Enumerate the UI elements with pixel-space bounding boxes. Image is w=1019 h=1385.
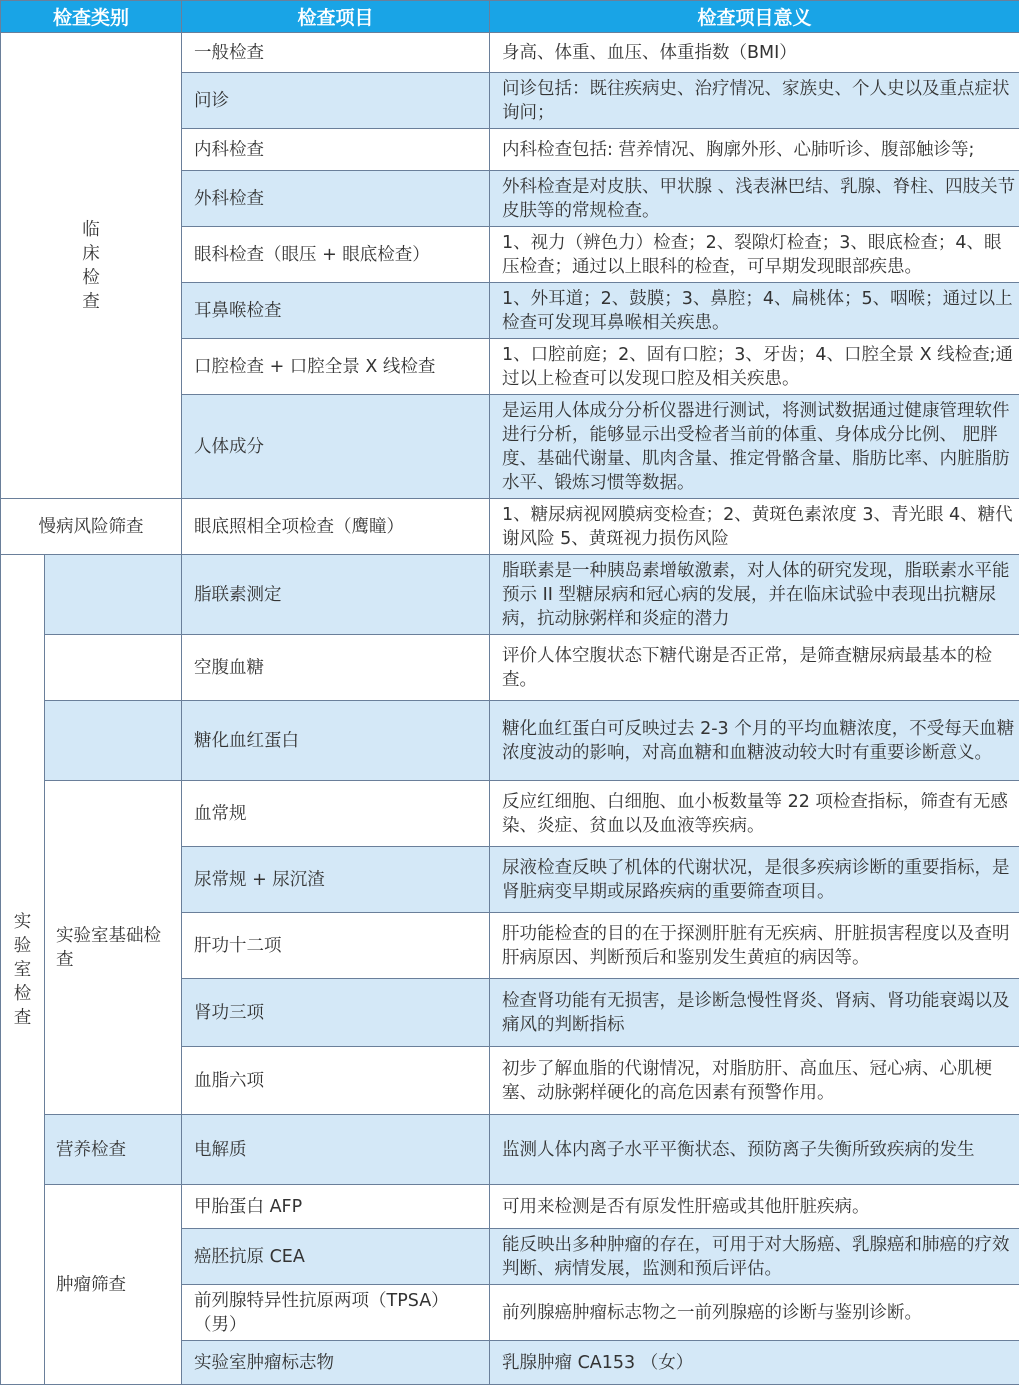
row-item: 耳鼻喉检查 — [182, 283, 490, 339]
row-desc: 1、口腔前庭；2、固有口腔；3、牙齿；4、口腔全景 X 线检查;通过以上检查可以发现口腔及相关疾患。 — [490, 339, 1019, 395]
header-meaning: 检查项目意义 — [490, 1, 1019, 33]
row-item: 肝功十二项 — [182, 913, 490, 979]
row-desc: 肝功能检查的目的在于探测肝脏有无疾病、肝脏损害程度以及查明肝病原因、判断预后和鉴别发生黄疸的病因等。 — [490, 913, 1019, 979]
row-desc: 可用来检测是否有原发性肝癌或其他肝脏疾病。 — [490, 1185, 1019, 1229]
table-row — [1, 1115, 1019, 1185]
row-desc: 反应红细胞、白细胞、血小板数量等 22 项检查指标，筛查有无感染、炎症、贫血以及血液等疾病。 — [490, 781, 1019, 847]
row-desc: 乳腺肿瘤 CA153 （女） — [490, 1341, 1019, 1385]
row-desc: 1、视力（辨色力）检查；2、裂隙灯检查；3、眼底检查；4、眼压检查；通过以上眼科的检查，可早期发现眼部疾患。 — [490, 227, 1019, 283]
row-item: 实验室肿瘤标志物 — [182, 1341, 490, 1385]
row-item: 口腔检查 + 口腔全景 X 线检查 — [182, 339, 490, 395]
row-desc: 1、外耳道；2、鼓膜；3、鼻腔；4、扁桃体；5、咽喉；通过以上检查可发现耳鼻喉相关疾患。 — [490, 283, 1019, 339]
table-row — [1, 499, 1019, 555]
row-desc: 初步了解血脂的代谢情况，对脂肪肝、高血压、冠心病、心肌梗塞、动脉粥样硬化的高危因素有预警作用。 — [490, 1047, 1019, 1115]
row-item: 糖化血红蛋白 — [182, 701, 490, 781]
category-clinical: 临床检查 — [1, 33, 182, 499]
row-item: 血常规 — [182, 781, 490, 847]
row-desc: 糖化血红蛋白可反映过去 2-3 个月的平均血糖浓度，不受每天血糖浓度波动的影响，对高血糖和血糖波动较大时有重要诊断意义。 — [490, 701, 1019, 781]
category-lab: 实验室检查 — [1, 555, 45, 1385]
subcategory-tumor: 肿瘤筛查 — [45, 1185, 182, 1385]
row-item: 前列腺特异性抗原两项（TPSA）（男） — [182, 1285, 490, 1341]
subcategory-nutrition: 营养检查 — [45, 1115, 182, 1185]
row-item: 问诊 — [182, 73, 490, 129]
row-desc: 外科检查是对皮肤、甲状腺 、浅表淋巴结、乳腺、脊柱、四肢关节皮肤等的常规检查。 — [490, 171, 1019, 227]
row-desc: 能反映出多种肿瘤的存在，可用于对大肠癌、乳腺癌和肺癌的疗效判断、病情发展，监测和预后评估。 — [490, 1229, 1019, 1285]
row-desc: 脂联素是一种胰岛素增敏激素，对人体的研究发现，脂联素水平能预示 II 型糖尿病和冠心病的发展，并在临床试验中表现出抗糖尿病，抗动脉粥样和炎症的潜力 — [490, 555, 1019, 635]
subcategory-empty — [45, 555, 182, 635]
row-item: 尿常规 + 尿沉渣 — [182, 847, 490, 913]
row-item: 空腹血糖 — [182, 635, 490, 701]
row-item: 眼底照相全项检查（鹰瞳） — [182, 499, 490, 555]
subcategory-empty — [45, 635, 182, 701]
row-desc: 是运用人体成分分析仪器进行测试，将测试数据通过健康管理软件进行分析，能够显示出受检者当前的体重、身体成分比例、 肥胖度、基础代谢量、肌肉含量、推定骨骼含量、脂肪比率、内脏脂肪 水平、锻炼习惯等数据。 — [490, 395, 1019, 499]
row-item: 脂联素测定 — [182, 555, 490, 635]
row-item: 内科检查 — [182, 129, 490, 171]
row-item: 人体成分 — [182, 395, 490, 499]
row-desc: 评价人体空腹状态下糖代谢是否正常，是筛查糖尿病最基本的检查。 — [490, 635, 1019, 701]
row-desc: 监测人体内离子水平平衡状态、预防离子失衡所致疾病的发生 — [490, 1115, 1019, 1185]
row-item: 外科检查 — [182, 171, 490, 227]
row-item: 癌胚抗原 CEA — [182, 1229, 490, 1285]
table-row — [1, 555, 1019, 635]
row-item: 眼科检查（眼压 + 眼底检查） — [182, 227, 490, 283]
table-row — [1, 701, 1019, 781]
row-desc: 尿液检查反映了机体的代谢状况，是很多疾病诊断的重要指标，是肾脏病变早期或尿路疾病的重要筛查项目。 — [490, 847, 1019, 913]
subcategory-lab-basic: 实验室基础检查 — [45, 781, 182, 1115]
header-category: 检查类别 — [1, 1, 182, 33]
row-desc: 身高、体重、血压、体重指数（BMI） — [490, 33, 1019, 73]
row-desc: 问诊包括：既往疾病史、治疗情况、家族史、个人史以及重点症状询问； — [490, 73, 1019, 129]
row-item: 电解质 — [182, 1115, 490, 1185]
table-row — [1, 635, 1019, 701]
header-item: 检查项目 — [182, 1, 490, 33]
table-header — [1, 1, 1019, 33]
table-row — [1, 33, 1019, 73]
table-row — [1, 1185, 1019, 1229]
row-item: 一般检查 — [182, 33, 490, 73]
row-item: 肾功三项 — [182, 979, 490, 1047]
table-row — [1, 781, 1019, 847]
row-desc: 前列腺癌肿瘤标志物之一前列腺癌的诊断与鉴别诊断。 — [490, 1285, 1019, 1341]
row-desc: 内科检查包括: 营养情况、胸廓外形、心肺听诊、腹部触诊等; — [490, 129, 1019, 171]
row-desc: 检查肾功能有无损害，是诊断急慢性肾炎、肾病、肾功能衰竭以及痛风的判断指标 — [490, 979, 1019, 1047]
subcategory-empty — [45, 701, 182, 781]
row-desc: 1、糖尿病视网膜病变检查；2、黄斑色素浓度 3、青光眼 4、糖代谢风险 5、黄斑视力损伤风险 — [490, 499, 1019, 555]
row-item: 血脂六项 — [182, 1047, 490, 1115]
category-chronic: 慢病风险筛查 — [1, 499, 182, 555]
row-item: 甲胎蛋白 AFP — [182, 1185, 490, 1229]
